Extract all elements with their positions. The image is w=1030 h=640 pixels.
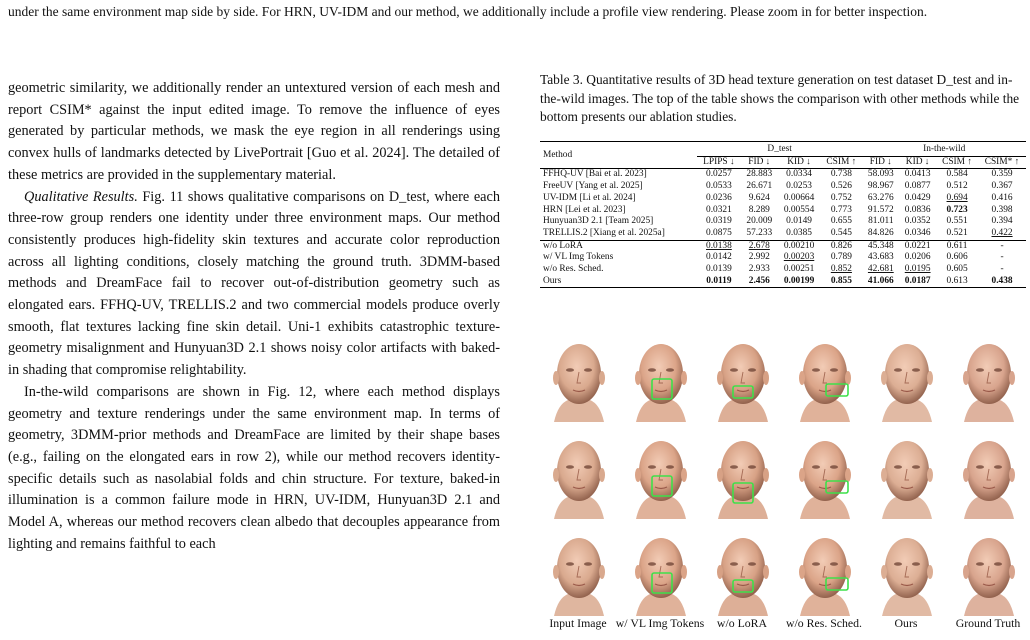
table-cell-method: UV-IDM [Li et al. 2024]: [543, 192, 636, 203]
table-cell-value: 0.00210: [783, 240, 815, 251]
table-cell-value: 58.093: [867, 169, 894, 180]
table-cell-value: 0.521: [946, 227, 968, 238]
face-rendering: [786, 528, 864, 616]
table-cell-value: 43.683: [867, 252, 894, 263]
header-metric: CSIM* ↑: [984, 156, 1020, 167]
table-cell-value: 28.883: [746, 169, 773, 180]
face-rendering: [540, 334, 618, 422]
table-cell-value: 0.0385: [786, 227, 812, 238]
face-rendering: [950, 334, 1028, 422]
table-cell-value: 0.0352: [904, 216, 931, 227]
face-column-label: w/o LoRA: [716, 616, 768, 630]
table-cell-value: 0.0533: [706, 181, 732, 192]
table-cell-value: 0.0236: [706, 192, 732, 203]
face-column-label: Ours: [894, 616, 918, 630]
ablation-face-grid: [540, 334, 1026, 620]
table-cell-value: -: [1000, 252, 1004, 263]
table-cell-value: 0.0836: [904, 204, 931, 215]
table-cell-method: Ours: [543, 275, 562, 286]
face-rendering: [868, 431, 946, 519]
header-metric: KID ↓: [787, 156, 811, 167]
header-metric: LPIPS ↓: [703, 156, 735, 167]
body-text-column: [8, 78, 500, 555]
table-cell-value: 0.526: [830, 181, 852, 192]
table-cell-method: w/o LoRA: [543, 240, 583, 251]
table-cell-value: 81.011: [868, 216, 894, 227]
table-cell-value: 0.0253: [786, 181, 812, 192]
table-cell-value: 45.348: [867, 240, 894, 251]
table-cell-value: 0.00199: [783, 275, 815, 286]
results-table-container: [540, 141, 1026, 288]
table-cell-value: 0.0206: [904, 252, 931, 263]
table-cell-method: w/ VL Img Tokens: [543, 252, 614, 263]
face-rendering: [540, 528, 618, 616]
paragraph-in-the-wild: In-the-wild comparisons are shown in Fig. 12, where each method displays geometry and texture renderings under the same environment map. In terms of geometry, 3DMM-prior methods and DreamFace are limited by their shape bases (e.g., failing on the elongated ears in row 2), while our method recovers identity-specific details such as nasolabial folds and chin structure. For texture, baked-in illumination is a common failure mode in HRN, UV-IDM, Hunyuan3D 2.1 and Model A, whereas our method recovers clean albedo that decouples appearance from lighting and remains faithful to each: [8, 383, 500, 552]
header-group-dtest: D_test: [697, 142, 862, 157]
table-cell-method: TRELLIS.2 [Xiang et al. 2025a]: [543, 227, 665, 238]
table-cell-value: 0.0319: [706, 216, 732, 227]
table-cell-value: 0.611: [946, 240, 968, 251]
table-row: [540, 252, 1026, 264]
header-metric: FID ↓: [748, 156, 771, 167]
table-cell-value: 0.694: [946, 192, 968, 203]
table-cell-value: 0.00664: [783, 192, 815, 203]
table-cell-method: Hunyuan3D 2.1 [Team 2025]: [543, 216, 654, 227]
table-cell-value: 2.456: [748, 275, 770, 286]
table-cell-value: 0.855: [830, 275, 852, 286]
table-cell-value: 0.551: [946, 216, 968, 227]
results-table: [540, 141, 1026, 288]
table-cell-value: 0.438: [991, 275, 1013, 286]
table-cell-value: 2.933: [748, 264, 770, 275]
header-metric: CSIM ↑: [826, 156, 857, 167]
table-cell-value: 57.233: [746, 227, 773, 238]
table-cell-value: 0.738: [830, 169, 852, 180]
face-rendering: [704, 528, 782, 616]
ablation-rows: [540, 240, 1026, 288]
table-cell-value: 0.0321: [706, 204, 732, 215]
table-cell-value: 0.0346: [904, 227, 931, 238]
figure-caption-continuation: under the same environment map side by side. For HRN, UV-IDM and our method, we additionally include a profile view rendering. Please zoom in for better inspection.: [8, 4, 928, 19]
comparison-rows: [540, 169, 1026, 240]
table-cell-value: 26.671: [746, 181, 773, 192]
table-cell-method: FFHQ-UV [Bai et al. 2023]: [543, 169, 647, 180]
table-cell-value: 0.0149: [786, 216, 812, 227]
table-cell-value: -: [1000, 240, 1004, 251]
table-cell-value: 0.613: [946, 275, 968, 286]
table-row: [540, 181, 1026, 193]
table-cell-value: 0.0119: [706, 275, 732, 286]
table-row: [540, 228, 1026, 240]
table-cell-value: 0.723: [946, 204, 968, 215]
header-metric: KID ↓: [905, 156, 930, 167]
face-rendering: [622, 528, 700, 616]
table-cell-value: 63.276: [867, 192, 894, 203]
table-cell-value: 0.606: [946, 252, 968, 263]
table-cell-value: 0.0875: [706, 227, 732, 238]
table-cell-value: 0.605: [946, 264, 968, 275]
table-cell-value: 0.00203: [783, 252, 815, 263]
table-cell-value: 0.0195: [904, 264, 931, 275]
table-cell-value: 84.826: [867, 227, 894, 238]
face-grid-labels: [540, 616, 1026, 632]
table-cell-value: 0.0257: [706, 169, 732, 180]
table-row: [540, 193, 1026, 205]
table-cell-value: 0.584: [946, 169, 968, 180]
face-rendering: [868, 334, 946, 422]
table-cell-value: 0.398: [991, 204, 1013, 215]
table-cell-value: 0.512: [946, 181, 968, 192]
table-row: [540, 264, 1026, 276]
table-cell-value: 0.422: [991, 227, 1013, 238]
paragraph-qualitative-body: Fig. 11 shows qualitative comparisons on D_test, where each three-row group renders one identity under three environment maps. Our method consistently produces high-fidelity skin textures and accurate color reproduction across all lighting conditions, closely matching the ground truth. 3DMM-based methods and DreamFace fail to recover out-of-distribution geometry such as elongated ears. FFHQ-UV, TRELLIS.2 and two commercial models produce overly smooth, flat textures lacking fine skin detail. Uni-1 exhibits catastrophic texture-geometry misalignment and Hunyuan3D 2.1 shows noisy color artifacts with baked-in shading that compromise relightability.: [8, 188, 501, 379]
table-cell-value: 0.852: [830, 264, 852, 275]
table-cell-method: FreeUV [Yang et al. 2025]: [543, 181, 643, 192]
table-caption: Table 3. Quantitative results of 3D head texture generation on test dataset D_test and in-the-wild images. The top of the table shows the comparison with other methods while the bottom presents our ablation studies.: [540, 72, 1020, 124]
table-cell-value: 0.359: [991, 169, 1013, 180]
table-cell-value: 0.655: [830, 216, 852, 227]
table-cell-value: 0.826: [830, 240, 852, 251]
table-cell-value: 2.992: [748, 252, 770, 263]
table-cell-value: 2.678: [748, 240, 770, 251]
table-cell-value: 91.572: [867, 204, 894, 215]
table-cell-value: 0.00251: [783, 264, 815, 275]
table-cell-value: 0.0334: [786, 169, 812, 180]
paragraph-qualitative: [8, 187, 500, 382]
table-cell-value: 0.394: [991, 216, 1013, 227]
table-cell-value: 0.367: [991, 181, 1013, 192]
face-column-label: Input Image: [549, 616, 607, 630]
face-rendering: [950, 431, 1028, 519]
table-cell-value: 0.416: [991, 192, 1013, 203]
face-rendering: [622, 334, 700, 422]
table-cell-value: 8.289: [748, 204, 770, 215]
table-cell-value: 0.0877: [904, 181, 931, 192]
face-rendering: [540, 431, 618, 519]
table-cell-value: 0.00554: [783, 204, 815, 215]
header-metric: CSIM ↑: [942, 156, 973, 167]
paragraph-metrics: geometric similarity, we additionally render an untextured version of each mesh and report CSIM* against the input edited image. To remove the influence of eyes generated by particular methods, we mask the eye region in all renderings using convex hulls of landmarks detected by LivePortrait [Guo et al. 2024]. The detailed of these metrics are provided in the supplementary material.: [8, 80, 500, 183]
table-cell-value: 0.0139: [706, 264, 732, 275]
table-cell-method: HRN [Lei et al. 2023]: [543, 204, 626, 215]
table-cell-method: w/o Res. Sched.: [543, 264, 604, 275]
paragraph-heading: Qualitative Results.: [24, 188, 138, 205]
face-rendering: [950, 528, 1028, 616]
table-cell-value: 0.773: [830, 204, 852, 215]
face-rendering: [786, 431, 864, 519]
table-cell-value: 0.545: [830, 227, 852, 238]
table-cell-value: 0.0413: [904, 169, 931, 180]
face-rendering: [622, 431, 700, 519]
header-group-wild: In-the-wild: [862, 142, 1026, 157]
face-rendering: [704, 431, 782, 519]
table-cell-value: 41.066: [867, 275, 894, 286]
table-cell-value: 0.789: [830, 252, 852, 263]
face-rendering: [868, 528, 946, 616]
table-row: [540, 169, 1026, 181]
table-cell-value: 0.752: [830, 192, 852, 203]
table-cell-value: 0.0429: [904, 192, 931, 203]
table-cell-value: 98.967: [867, 181, 894, 192]
table-cell-value: 0.0138: [706, 240, 732, 251]
table-row: [540, 240, 1026, 252]
table-cell-value: 9.624: [748, 192, 770, 203]
face-rendering: [786, 334, 864, 422]
table-cell-value: -: [1000, 264, 1004, 275]
table-row: [540, 276, 1026, 288]
face-rendering: [704, 334, 782, 422]
table-cell-value: 20.009: [746, 216, 773, 227]
header-method: Method: [543, 150, 573, 161]
table-cell-value: 0.0142: [706, 252, 732, 263]
table-row: [540, 205, 1026, 217]
face-column-label: w/o Res. Sched.: [785, 616, 863, 630]
face-column-label: Ground Truth: [955, 616, 1021, 630]
table-cell-value: 0.0187: [904, 275, 931, 286]
face-column-label: w/ VL Img Tokens: [615, 616, 705, 630]
header-metric: FID ↓: [869, 156, 892, 167]
table-cell-value: 42.681: [867, 264, 894, 275]
table-row: [540, 216, 1026, 228]
table-cell-value: 0.0221: [904, 240, 931, 251]
